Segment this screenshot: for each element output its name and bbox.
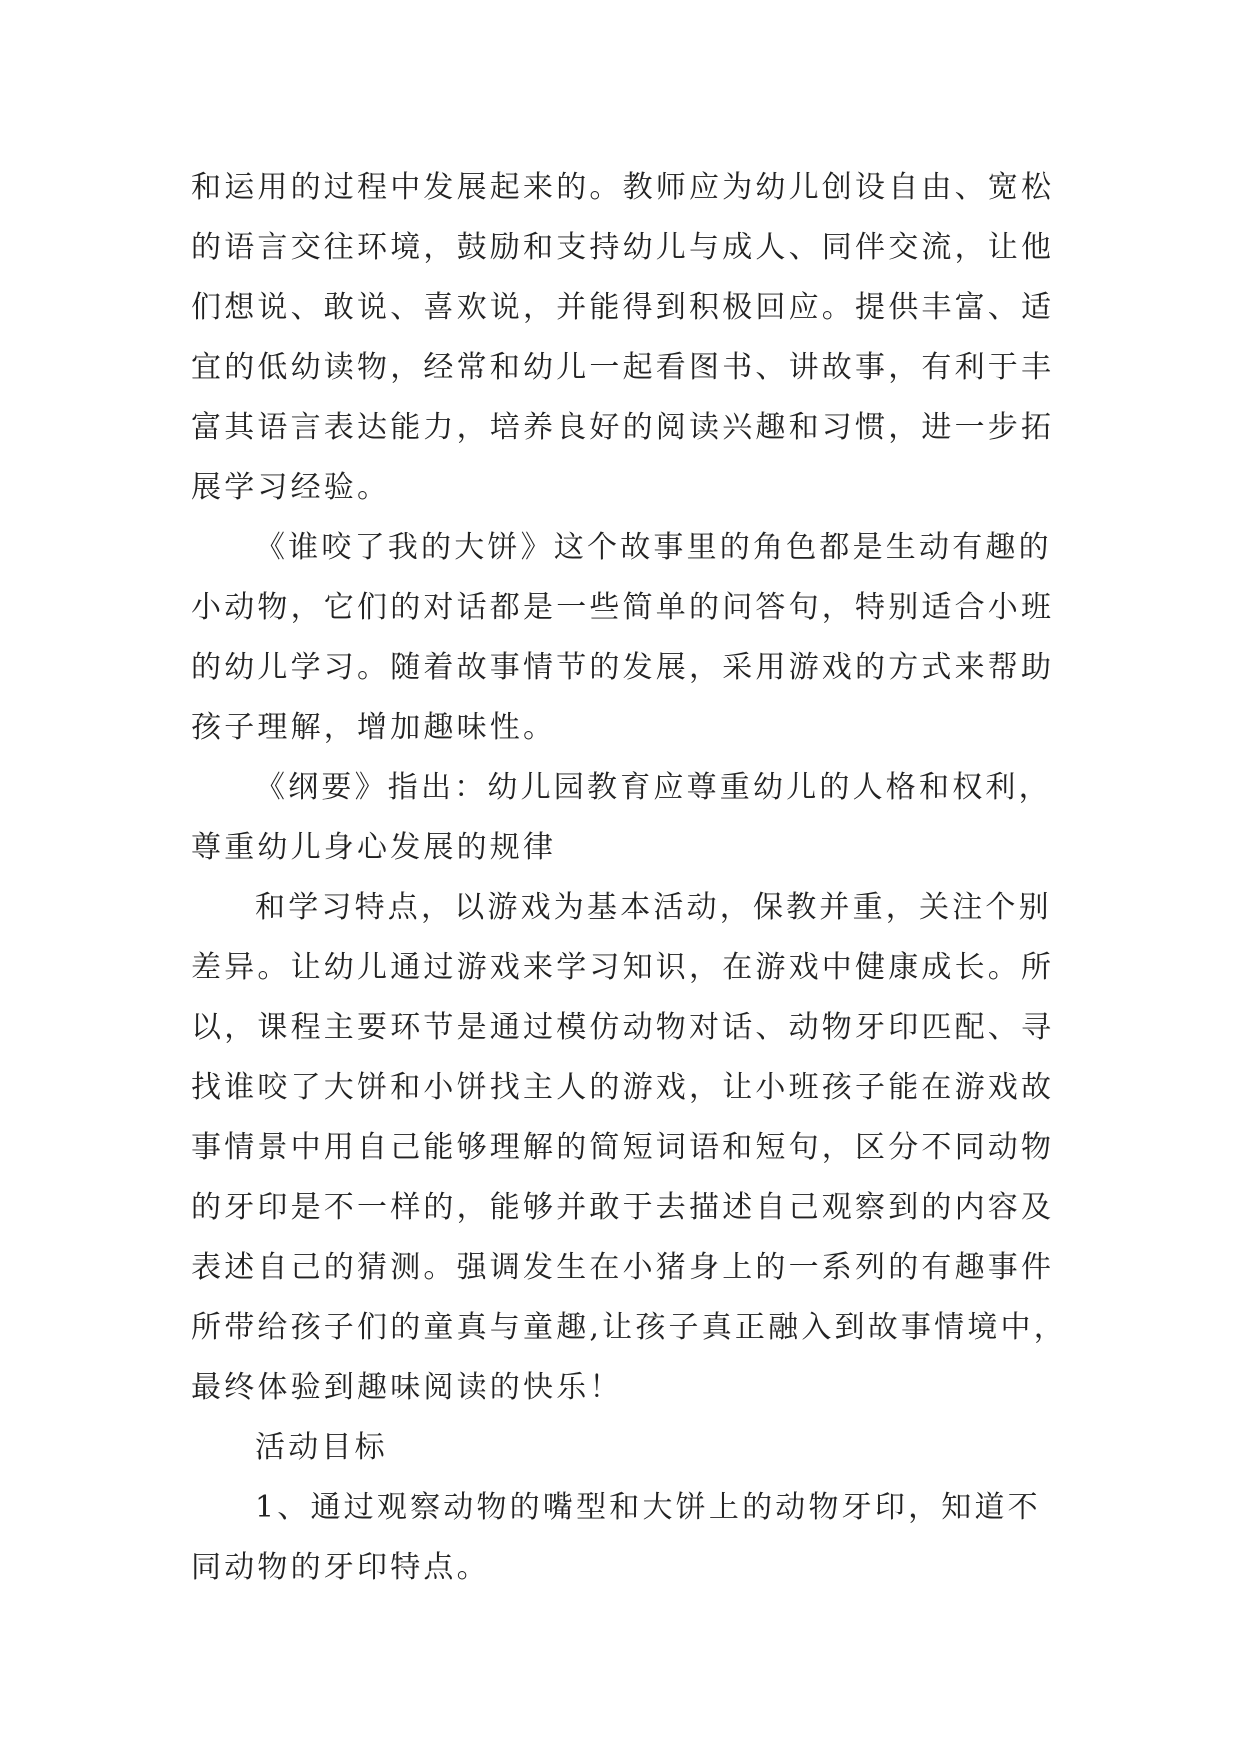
- text-line: 宜的低幼读物，经常和幼儿一起看图书、讲故事，有利于丰: [191, 350, 1055, 385]
- text-line: 《谁咬了我的大饼》这个故事里的角色都是生动有趣的: [255, 530, 1052, 565]
- text-line: 表述自己的猜测。强调发生在小猪身上的一系列的有趣事件: [191, 1250, 1055, 1285]
- text-line: 的幼儿学习。随着故事情节的发展，采用游戏的方式来帮助: [191, 650, 1055, 685]
- document-body: [191, 158, 1067, 1598]
- text-line: 和学习特点，以游戏为基本活动，保教并重，关注个别: [255, 890, 1052, 925]
- text-line: 1、通过观察动物的嘴型和大饼上的动物牙印，知道不: [255, 1490, 1041, 1525]
- text-line: 所带给孩子们的童真与童趣,让孩子真正融入到故事情境中，: [191, 1310, 1067, 1345]
- text-line: 展学习经验。: [191, 470, 391, 505]
- text-line: 小动物，它们的对话都是一些简单的问答句，特别适合小班: [191, 590, 1055, 625]
- section-heading: 活动目标: [255, 1430, 388, 1465]
- text-line: 的语言交往环境，鼓励和支持幼儿与成人、同伴交流，让他: [191, 230, 1055, 265]
- text-line: 同动物的牙印特点。: [191, 1550, 490, 1585]
- text-line: 《纲要》指出：幼儿园教育应尊重幼儿的人格和权利，: [255, 770, 1052, 805]
- text-line: 差异。让幼儿通过游戏来学习知识，在游戏中健康成长。所: [191, 950, 1055, 985]
- text-line: 以，课程主要环节是通过模仿动物对话、动物牙印匹配、寻: [191, 1010, 1055, 1045]
- text-line: 的牙印是不一样的，能够并敢于去描述自己观察到的内容及: [191, 1190, 1055, 1225]
- text-line: 孩子理解，增加趣味性。: [191, 710, 557, 745]
- text-line: 和运用的过程中发展起来的。教师应为幼儿创设自由、宽松: [191, 170, 1055, 205]
- text-line: 最终体验到趣味阅读的快乐！: [191, 1370, 623, 1405]
- text-line: 尊重幼儿身心发展的规律: [191, 830, 557, 865]
- text-line: 事情景中用自己能够理解的简短词语和短句，区分不同动物: [191, 1130, 1055, 1165]
- text-line: 找谁咬了大饼和小饼找主人的游戏，让小班孩子能在游戏故: [191, 1070, 1055, 1105]
- text-line: 富其语言表达能力，培养良好的阅读兴趣和习惯，进一步拓: [191, 410, 1055, 445]
- text-line: 们想说、敢说、喜欢说，并能得到积极回应。提供丰富、适: [191, 290, 1055, 325]
